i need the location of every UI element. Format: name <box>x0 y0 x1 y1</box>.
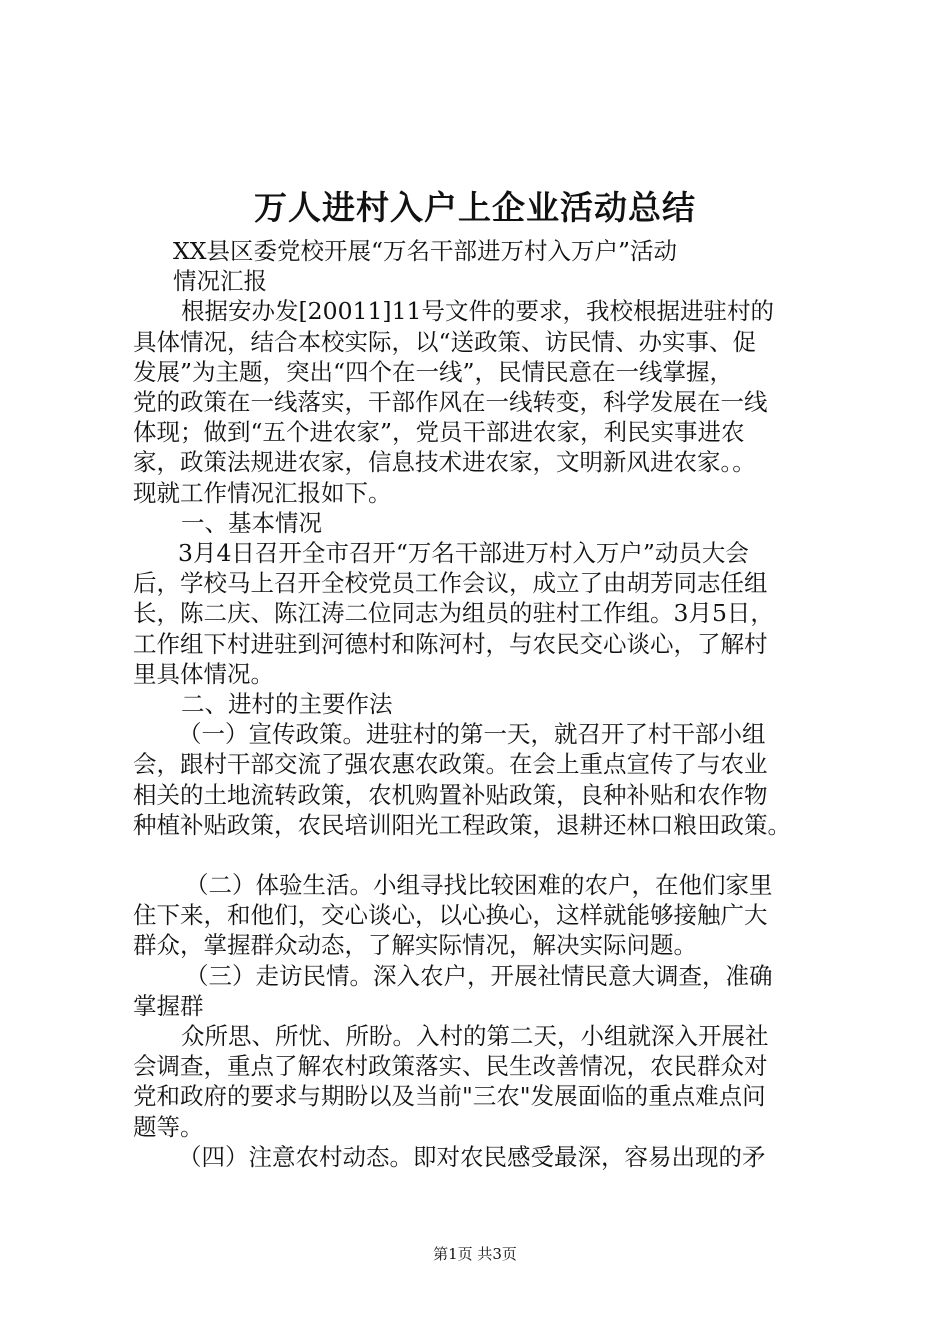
paragraph-line: 3月4日召开全市召开“万名干部进万村入万户”动员大会 <box>178 539 749 568</box>
paragraph-line: 根据安办发[20011]11号文件的要求，我校根据进驻村的 <box>181 297 774 326</box>
paragraph-line: （二）体验生活。小组寻找比较困难的农户，在他们家里 <box>185 871 773 900</box>
subtitle-line: 情况汇报 <box>173 267 267 296</box>
paragraph-line: （四）注意农村动态。即对农民感受最深，容易出现的矛 <box>178 1142 766 1171</box>
paragraph-line: 掌握群 <box>133 991 204 1020</box>
page-number: 第1页 共3页 <box>433 1245 517 1263</box>
paragraph-line: 会调查，重点了解农村政策落实、民生改善情况，农民群众对 <box>133 1052 768 1081</box>
paragraph-gap <box>133 840 848 870</box>
paragraph-line: 种植补贴政策，农民培训阳光工程政策，退耕还林口粮田政策。 <box>133 810 791 839</box>
paragraph-line: 后，学校马上召开全校党员工作会议，成立了由胡芳同志任组 <box>133 569 768 598</box>
document-body <box>133 236 848 1172</box>
subtitle-line: XX县区委党校开展“万名干部进万村入万户”活动 <box>173 237 677 265</box>
paragraph-line: （三）走访民情。深入农户，开展社情民意大调查，准确 <box>185 961 773 990</box>
paragraph-line: 工作组下村进驻到河德村和陈河村，与农民交心谈心，了解村 <box>133 629 768 658</box>
paragraph-line: 会，跟村干部交流了强农惠农政策。在会上重点宣传了与农业 <box>133 750 768 779</box>
paragraph-line: 家，政策法规进农家，信息技术进农家，文明新风进农家。。 <box>133 448 756 477</box>
paragraph-line: 党的政策在一线落实，干部作风在一线转变，科学发展在一线 <box>133 388 768 417</box>
paragraph-line: 长，陈二庆、陈江涛二位同志为组员的驻村工作组。3月5日， <box>133 599 774 628</box>
paragraph-line: （一）宣传政策。进驻村的第一天，就召开了村干部小组 <box>178 720 766 749</box>
paragraph-line: 党和政府的要求与期盼以及当前"三农"发展面临的重点难点问 <box>133 1082 766 1111</box>
paragraph-line: 现就工作情况汇报如下。 <box>133 478 392 507</box>
paragraph-line: 群众，掌握群众动态，了解实际情况，解决实际问题。 <box>133 931 697 960</box>
paragraph-line: 众所思、所忧、所盼。入村的第二天，小组就深入开展社 <box>181 1022 769 1051</box>
paragraph-line: 题等。 <box>133 1112 204 1141</box>
paragraph-line: 体现；做到“五个进农家”，党员干部进农家，利民实事进农 <box>133 418 745 447</box>
section-heading: 二、进村的主要作法 <box>181 690 393 719</box>
paragraph-line: 里具体情况。 <box>133 659 274 688</box>
paragraph-line: 发展”为主题，突出“四个在一线”，民情民意在一线掌握， <box>133 357 734 386</box>
section-heading: 一、基本情况 <box>181 508 322 537</box>
paragraph-line: 住下来，和他们，交心谈心，以心换心，这样就能够接触广大 <box>133 901 768 930</box>
document-title: 万人进村入户上企业活动总结 <box>254 188 696 227</box>
paragraph-line: 具体情况，结合本校实际，以“送政策、访民情、办实事、促 <box>133 327 757 356</box>
paragraph-line: 相关的土地流转政策，农机购置补贴政策，良种补贴和农作物 <box>133 780 768 809</box>
